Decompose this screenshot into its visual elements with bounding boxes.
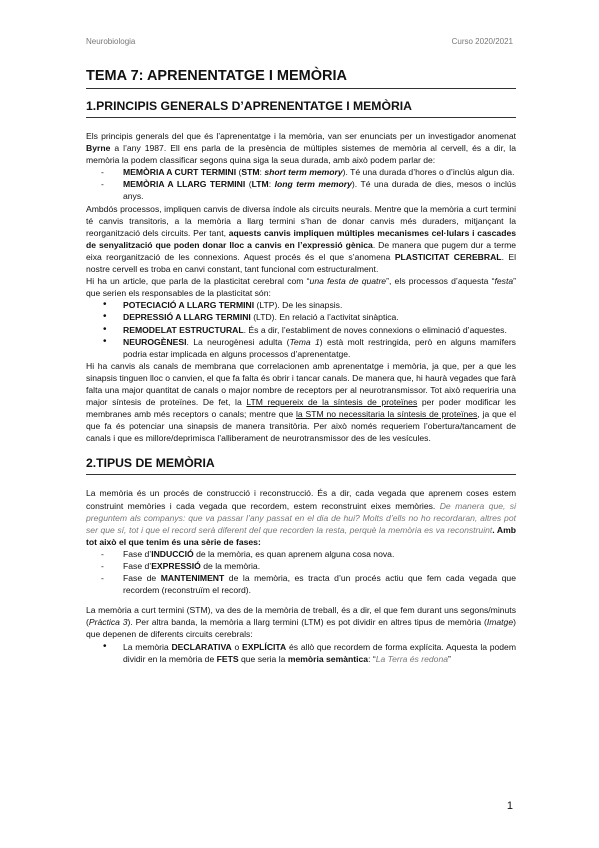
memory-duration-list (86, 166, 516, 202)
list-item-declarative-memory: • La memòria DECLARATIVA o EXPLÍCITA és allò que recordem de forma explícita. Aquesta la podem dividir en la memòria de FETS que seria la memòria semàntica: “La Terra és redona” (86, 641, 516, 665)
list-item-neurogenesis: • NEUROGÈNESI. La neurogènesi adulta (Tema 1) està molt restringida, però en alguns mamífers podria estar implicada en alguns processos d’aprenentatge. (86, 336, 516, 360)
section-1-intro: Els principis generals del que és l’aprenentatge i la memòria, van ser enunciats per un investigador anomenat Byrne a l’any 1987. Ell ens parla de la presència de múltiples sistemes de memòria al cervell, és a dir, la memòria la podem classificar segons quina siga la seua durada, amb això podem parlar de: (86, 131, 516, 166)
page-title: TEMA 7: APRENENTATGE I MEMÒRIA (86, 68, 516, 89)
section-2-paragraph-2: La memòria a curt termini (STM), va des de la memòria de treball, és a dir, el que fem durant uns segons/minuts (Pràctica 3). Per altra banda, la memòria a llarg termini (LTM) es pot dividir en altres tipus de memòria (Imatge) que depenen de diferents circuits cerebrals: (86, 605, 516, 640)
section-1-paragraph-2: Ambdós processos, impliquen canvis de diversa índole als circuits neurals. Mentre que la memòria a curt termini té canvis transitoris, a la memòria a llarg termini s’han de donar canvis més duraders, mitjançant la reorganització dels circuits. Per tant, aquests canvis impliquen múltiples mecanismes cel·lulars i cascades de senyalització que poden donar lloc a canvis en l’expressió gènica. De manera que pugem dur a terme eixa reorganització de les connexions. Aquest procés és el que s’anomena PLASTICITAT CEREBRAL. El nostre cervell es troba en canvi constant, tant funcional com estructuralment. (86, 203, 517, 275)
section-2-heading: 2.TIPUS DE MEMÒRIA (86, 456, 516, 475)
list-item-structural-remodeling: • REMODELAT ESTRUCTURAL. És a dir, l’establiment de noves connexions o eliminació d’aquestes. (86, 324, 516, 336)
list-item-stm: - MEMÒRIA A CURT TERMINI (STM: short term memory). Té una durada d’hores o d’inclús algun dia. (86, 166, 516, 178)
ltm-types-list (86, 641, 516, 665)
document-body (86, 68, 516, 665)
spacer (86, 596, 516, 604)
header-academic-year: Curso 2020/2021 (451, 37, 513, 46)
plasticity-process-list (86, 299, 516, 359)
list-item-ltp: • POTECIACIÓ A LLARG TERMINI (LTP). De les sinapsis. (86, 299, 516, 311)
list-item-expression: - Fase d’EXPRESSIÓ de la memòria. (86, 560, 516, 572)
list-item-ltm: - MEMÒRIA A LLARG TERMINI (LTM: long term memory). Té una durada de dies, mesos o inclús anys. (86, 178, 516, 202)
page-number: 1 (506, 800, 513, 812)
header-course-name: Neurobiologia (86, 37, 136, 46)
section-2-paragraph-1: La memòria és un procés de construcció i reconstrucció. És a dir, cada vegada que aprenem coses estem construint memòries i cada vegada que recordem, estem reconstruint eixes memòries. De manera que, si preguntem als companys: que va passar l’any passat en el dia de hui? Molts d’ells no ho recordaran, altres pot ser que sí, tot i que el record serà diferent del que recorden la resta, perquè la memòria es va reconstruint. Amb tot això el que tenim és una sèrie de fases: (86, 488, 517, 547)
section-1-paragraph-3: Hi ha un article, que parla de la plasticitat cerebral com “una festa de quatre”, els processos d’aquesta “festa” que serien els responsables de la plasticitat són: (86, 276, 516, 299)
list-item-ltd: • DEPRESSIÓ A LLARG TERMINI (LTD). En relació a l’activitat sinàptica. (86, 311, 516, 323)
list-item-induction: - Fase d’INDUCCIÓ de la memòria, es quan aprenem alguna cosa nova. (86, 548, 516, 560)
list-item-maintenance: - Fase de MANTENIMENT de la memòria, es tracta d’un procés actiu que fem cada vegada que recordem (reconstruïm el record). (86, 572, 516, 596)
memory-phases-list (86, 548, 516, 596)
section-1-paragraph-4: Hi ha canvis als canals de membrana que correlacionen amb aprenentatge i memòria, ja que, per a que les sinapsis tinguen lloc o canvien, el que fa falta és obrir i tancar canals. De manera que, hi haurà vegades que farà falta una major quantitat de canals o major nombre de receptors per al neurotransmissor. Tot això requeriria una major síntesis de proteïnes. De fet, la LTM requereix de la síntesis de proteïnes per poder modificar les membranes amb més receptors o canals; mentre que la STM no necessitaria la síntesis de proteïnes, ja que el que fa és potenciar una sinapsis de manera transitòria. Per això només requeriem l’obertura/tancament de canals i que es millore/deprimisca l’alliberament de neurotransmissor des de les vesícules. (86, 360, 516, 444)
section-1-heading: 1.PRINCIPIS GENERALS D’APRENENTATGE I MEMÒRIA (86, 99, 516, 118)
